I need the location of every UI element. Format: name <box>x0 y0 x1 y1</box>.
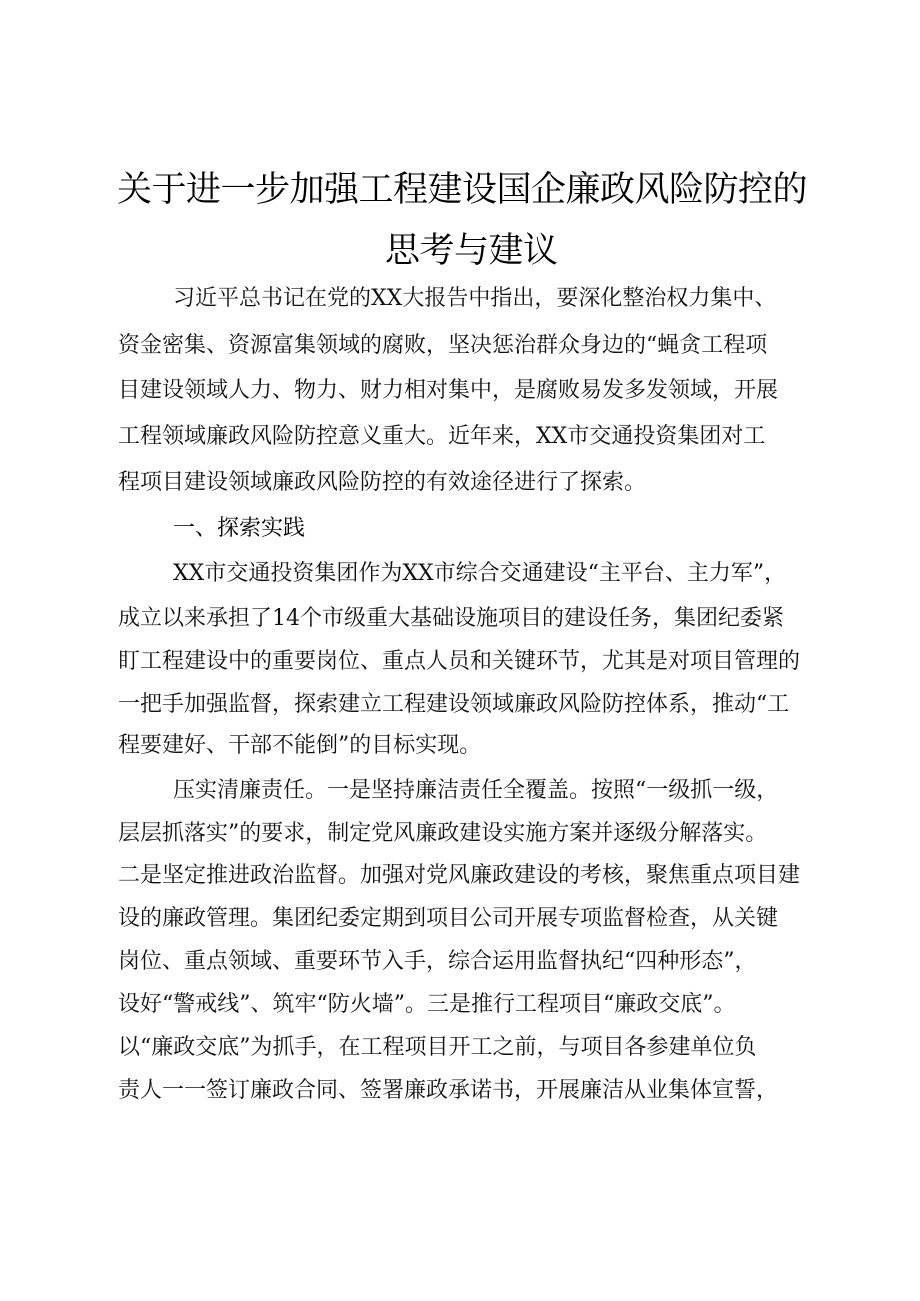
paragraph-3-line-8: 责人一一签订廉政合同、签署廉政承诺书，开展廉洁从业集体宣誓， <box>118 1078 779 1103</box>
document-title-line-1: 关于进一步加强工程建设国企廉政风险防控的 <box>117 170 808 210</box>
paragraph-3-line-4: 设的廉政管理。集团纪委定期到项目公司开展专项监督检查，从关键 <box>118 906 779 931</box>
document-title-line-2: 思考与建议 <box>385 231 558 271</box>
paragraph-2-line-4: 一把手加强监督，探索建立工程建设领域廉政风险防控体系，推动“工 <box>118 692 790 717</box>
paragraph-1-line-3: 目建设领域人力、物力、财力相对集中，是腐败易发多发领域，开展 <box>118 378 779 403</box>
paragraph-1-line-4: 工程领域廉政风险防控意义重大。近年来，XX市交通投资集团对工 <box>118 424 766 449</box>
paragraph-3-line-6: 设好“警戒线”、筑牢“防火墙”。三是推行工程项目“廉政交底”。 <box>118 992 736 1017</box>
paragraph-1-line-5: 程项目建设领域廉政风险防控的有效途径进行了探索。 <box>118 470 647 495</box>
paragraph-1-line-2: 资金密集、资源富集领域的腐败，坚决惩治群众身边的“蝇贪工程项 <box>118 333 768 358</box>
paragraph-2-line-2: 成立以来承担了14个市级重大基础设施项目的建设任务，集团纪委紧 <box>118 606 784 631</box>
paragraph-3-line-1: 压实清廉责任。一是坚持廉洁责任全覆盖。按照“一级抓一级， <box>173 778 779 803</box>
paragraph-2-line-1: XX市交通投资集团作为XX市综合交通建设“主平台、主力军”， <box>173 561 787 586</box>
paragraph-2-line-5: 程要建好、干部不能倒”的目标实现。 <box>118 733 482 758</box>
paragraph-3-line-5: 岗位、重点领域、重要环节入手，综合运用监督执纪“四种形态”， <box>118 949 757 974</box>
paragraph-3-line-7: 以“廉政交底”为抓手，在工程项目开工之前，与项目各参建单位负 <box>118 1035 757 1060</box>
paragraph-3-line-3: 二是坚定推进政治监督。加强对党风廉政建设的考核，聚焦重点项目建 <box>118 863 801 888</box>
paragraph-1-line-1: 习近平总书记在党的XX大报告中指出，要深化整治权力集中、 <box>173 286 777 311</box>
section-heading-1: 一、探索实践 <box>173 516 306 541</box>
paragraph-2-line-3: 盯工程建设中的重要岗位、重点人员和关键环节，尤其是对项目管理的 <box>118 649 801 674</box>
paragraph-3-line-2: 层层抓落实”的要求，制定党风廉政建设实施方案并逐级分解落实。 <box>118 821 768 846</box>
